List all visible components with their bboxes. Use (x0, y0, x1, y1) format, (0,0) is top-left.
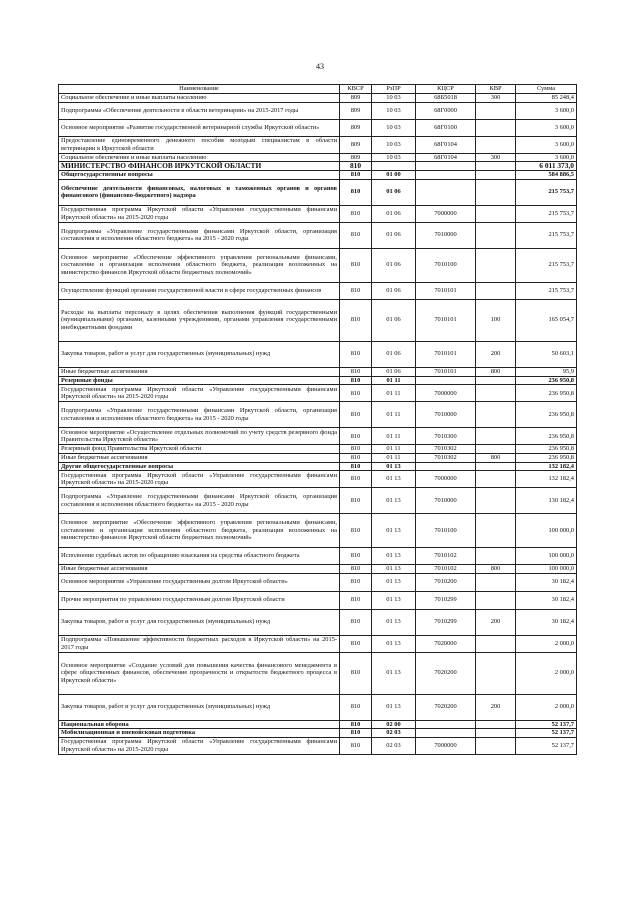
cell-sum: 3 600,0 (516, 102, 577, 119)
cell-kvsr: 810 (340, 565, 372, 574)
cell-rzpr: 01 06 (372, 205, 416, 222)
header-kvr: КВР (476, 85, 516, 94)
cell-sum: 30 182,4 (516, 573, 577, 591)
table-row (59, 737, 577, 754)
cell-kvr (476, 445, 516, 454)
table-row (59, 652, 577, 694)
cell-kvr (476, 573, 516, 591)
cell-name: Государственная программа Иркутской области «Управление государственными финансами Иркутской области» на 2015-2020 годы (59, 205, 340, 222)
cell-kvsr: 810 (340, 341, 372, 367)
table-row (59, 548, 577, 565)
table-body (59, 94, 577, 755)
cell-rzpr: 01 13 (372, 514, 416, 548)
cell-name: Государственная программа Иркутской области «Управление государственными финансами Иркутской области» на 2015-2020 годы (59, 385, 340, 402)
cell-kvsr: 810 (340, 488, 372, 514)
cell-name: Прочие мероприятия по управлению государственным долгом Иркутской области (59, 591, 340, 609)
cell-name: Исполнение судебных актов по обращению взыскания на средства областного бюджета (59, 548, 340, 565)
cell-rzpr: 10 03 (372, 136, 416, 153)
table-row (59, 694, 577, 720)
cell-name: Подпрограмма «Управление государственными финансами Иркутской области, организация составления и исполнения областного бюджета» на 2015 - 2020 годы (59, 222, 340, 248)
cell-kcsr: 7000000 (416, 385, 476, 402)
cell-name: Социальное обеспечение и иные выплаты населению (59, 153, 340, 162)
cell-kvsr: 810 (340, 573, 372, 591)
cell-name: Общегосударственные вопросы (59, 171, 340, 180)
cell-sum: 215 753,7 (516, 179, 577, 205)
cell-kvsr: 810 (340, 205, 372, 222)
table-row (59, 471, 577, 488)
cell-kcsr: 7010299 (416, 591, 476, 609)
table-row (59, 299, 577, 341)
cell-name: Государственная программа Иркутской области «Управление государственными финансами Иркутской области» на 2015-2020 годы (59, 471, 340, 488)
cell-rzpr: 01 13 (372, 462, 416, 471)
cell-sum: 215 753,7 (516, 222, 577, 248)
cell-kvsr: 810 (340, 222, 372, 248)
table-row (59, 102, 577, 119)
cell-name: Основное мероприятие «Осуществление отдельных полномочий по учету средств резервного фонда Правительства Иркутской области» (59, 428, 340, 445)
cell-kvr (476, 729, 516, 738)
cell-kcsr: 7010000 (416, 402, 476, 428)
cell-kcsr: 68Г0104 (416, 153, 476, 162)
cell-kvr (476, 222, 516, 248)
cell-kvsr: 810 (340, 402, 372, 428)
cell-kvr (476, 171, 516, 180)
cell-name: Резервный фонд Правительства Иркутской области (59, 445, 340, 454)
table-row (59, 282, 577, 299)
cell-name: Подпрограмма «Управление государственными финансами Иркутской области, организация составления и исполнения областного бюджета» на 2015 - 2020 годы (59, 488, 340, 514)
cell-sum: 2 000,0 (516, 694, 577, 720)
cell-kvr: 200 (476, 694, 516, 720)
table-row (59, 205, 577, 222)
cell-sum: 85 248,4 (516, 94, 577, 103)
cell-kcsr (416, 171, 476, 180)
table-row (59, 367, 577, 376)
table-header-row (59, 85, 577, 94)
table-row (59, 119, 577, 136)
cell-kcsr: 7020000 (416, 635, 476, 652)
cell-kcsr: 7000000 (416, 737, 476, 754)
cell-rzpr: 01 13 (372, 488, 416, 514)
table-row (59, 445, 577, 454)
cell-name: Закупка товаров, работ и услуг для государственных (муниципальных) нужд (59, 341, 340, 367)
cell-rzpr: 01 13 (372, 609, 416, 635)
cell-kvsr: 810 (340, 635, 372, 652)
table-row (59, 376, 577, 385)
table-row (59, 341, 577, 367)
cell-kvr (476, 205, 516, 222)
cell-kvr (476, 652, 516, 694)
cell-rzpr: 01 13 (372, 565, 416, 574)
cell-sum: 236 950,8 (516, 445, 577, 454)
cell-kvr: 800 (476, 565, 516, 574)
header-name: Наименование (59, 85, 340, 94)
table-row (59, 609, 577, 635)
cell-rzpr: 01 11 (372, 453, 416, 462)
cell-kcsr: 68Г0100 (416, 119, 476, 136)
cell-kvr (476, 402, 516, 428)
cell-kvsr: 810 (340, 376, 372, 385)
cell-kvsr: 810 (340, 162, 372, 171)
cell-kvsr: 810 (340, 179, 372, 205)
cell-kvsr: 810 (340, 652, 372, 694)
cell-kvr (476, 282, 516, 299)
cell-sum: 100 000,0 (516, 565, 577, 574)
cell-name: Социальное обеспечение и иные выплаты населению (59, 94, 340, 103)
cell-kvsr: 810 (340, 299, 372, 341)
cell-kcsr (416, 376, 476, 385)
table-row (59, 565, 577, 574)
cell-kvr (476, 248, 516, 282)
cell-kvsr: 810 (340, 453, 372, 462)
cell-kvsr: 809 (340, 153, 372, 162)
cell-sum: 3 600,0 (516, 153, 577, 162)
cell-kcsr: 7010000 (416, 488, 476, 514)
cell-name: Закупка товаров, работ и услуг для государственных (муниципальных) нужд (59, 694, 340, 720)
table-row (59, 153, 577, 162)
cell-sum: 215 753,7 (516, 205, 577, 222)
header-sum: Сумма (516, 85, 577, 94)
cell-kcsr: 7000000 (416, 471, 476, 488)
cell-name: Национальная оборона (59, 720, 340, 729)
cell-kvr (476, 548, 516, 565)
cell-rzpr: 01 06 (372, 367, 416, 376)
cell-kvr (476, 136, 516, 153)
cell-rzpr: 01 11 (372, 376, 416, 385)
cell-kcsr: 7010300 (416, 428, 476, 445)
cell-kvr: 300 (476, 153, 516, 162)
cell-name: Иные бюджетные ассигнования (59, 367, 340, 376)
cell-rzpr: 01 13 (372, 471, 416, 488)
cell-sum: 165 054,7 (516, 299, 577, 341)
cell-sum: 236 950,8 (516, 453, 577, 462)
cell-sum: 50 603,1 (516, 341, 577, 367)
cell-name: Расходы на выплаты персоналу в целях обеспечения выполнения функций государственными (муниципальными) органами, казенными учреждениями, органами управления государственными внебюджетными фондами (59, 299, 340, 341)
cell-sum: 132 182,4 (516, 471, 577, 488)
cell-name: МИНИСТЕРСТВО ФИНАНСОВ ИРКУТСКОЙ ОБЛАСТИ (59, 162, 340, 171)
cell-kvsr: 810 (340, 737, 372, 754)
cell-kvr: 800 (476, 367, 516, 376)
cell-sum: 2 000,0 (516, 635, 577, 652)
cell-kvsr: 810 (340, 282, 372, 299)
cell-kcsr: 68Г0104 (416, 136, 476, 153)
cell-kvsr: 810 (340, 471, 372, 488)
cell-rzpr: 01 00 (372, 171, 416, 180)
table-row (59, 179, 577, 205)
cell-kcsr: 7010000 (416, 222, 476, 248)
cell-kvsr: 810 (340, 462, 372, 471)
cell-name: Основное мероприятие «Управление государственным долгом Иркутской области» (59, 573, 340, 591)
cell-kcsr: 68Б5018 (416, 94, 476, 103)
cell-rzpr: 01 13 (372, 548, 416, 565)
cell-kvr (476, 737, 516, 754)
cell-kvr: 800 (476, 453, 516, 462)
cell-kvsr: 810 (340, 548, 372, 565)
cell-kcsr: 7010101 (416, 299, 476, 341)
cell-kvr: 300 (476, 94, 516, 103)
cell-sum: 236 950,8 (516, 428, 577, 445)
cell-kcsr: 7010100 (416, 514, 476, 548)
cell-rzpr (372, 162, 416, 171)
header-kcsr: КЦСР (416, 85, 476, 94)
table-row (59, 222, 577, 248)
cell-name: Обеспечение деятельности финансовых, налоговых и таможенных органов и органов финансового (финансово-бюджетного) надзора (59, 179, 340, 205)
cell-sum: 30 182,4 (516, 591, 577, 609)
table-row (59, 720, 577, 729)
cell-rzpr: 01 06 (372, 248, 416, 282)
cell-name: Резервные фонды (59, 376, 340, 385)
cell-kvr (476, 428, 516, 445)
cell-kcsr: 7000000 (416, 205, 476, 222)
cell-kcsr: 7010101 (416, 367, 476, 376)
cell-name: Осуществление функций органами государственной власти в сфере государственных финансов (59, 282, 340, 299)
cell-kcsr: 7010102 (416, 548, 476, 565)
cell-kvsr: 809 (340, 136, 372, 153)
cell-rzpr: 02 00 (372, 720, 416, 729)
header-rzpr: РзПР (372, 85, 416, 94)
cell-kvsr: 810 (340, 514, 372, 548)
cell-sum: 95,9 (516, 367, 577, 376)
cell-kvsr: 809 (340, 102, 372, 119)
cell-kvsr: 810 (340, 171, 372, 180)
cell-sum: 100 000,0 (516, 548, 577, 565)
cell-sum: 3 600,0 (516, 136, 577, 153)
cell-name: Иные бюджетные ассигнования (59, 565, 340, 574)
table-row (59, 94, 577, 103)
table-row (59, 488, 577, 514)
cell-kvr (476, 462, 516, 471)
cell-kcsr: 7010101 (416, 341, 476, 367)
cell-rzpr: 01 06 (372, 179, 416, 205)
cell-kvsr: 810 (340, 428, 372, 445)
cell-name: Основное мероприятие «Развитие государственной ветеринарной службы Иркутской области» (59, 119, 340, 136)
table-row (59, 462, 577, 471)
budget-table (58, 84, 577, 755)
cell-kvsr: 810 (340, 609, 372, 635)
cell-rzpr: 01 13 (372, 635, 416, 652)
cell-rzpr: 10 03 (372, 119, 416, 136)
table-row (59, 591, 577, 609)
table-row (59, 729, 577, 738)
cell-kvr (476, 119, 516, 136)
page-number: 43 (316, 62, 324, 71)
cell-rzpr: 10 03 (372, 94, 416, 103)
cell-sum: 52 137,7 (516, 729, 577, 738)
cell-kvsr: 810 (340, 445, 372, 454)
cell-rzpr: 10 03 (372, 102, 416, 119)
cell-kcsr (416, 162, 476, 171)
cell-kvsr: 810 (340, 694, 372, 720)
cell-kvsr: 810 (340, 248, 372, 282)
cell-kvsr: 810 (340, 367, 372, 376)
cell-kcsr: 7010102 (416, 565, 476, 574)
cell-sum: 130 182,4 (516, 488, 577, 514)
table-row (59, 453, 577, 462)
cell-name: Основное мероприятие «Обеспечение эффективного управления региональными финансами, составление и организация исполнения областного бюджета, реализация возложенных на министерство финансов Иркутской области бюджетных полномочий» (59, 514, 340, 548)
cell-name: Подпрограмма «Повышение эффективности бюджетных расходов в Иркутской области» на 2015-2017 годы (59, 635, 340, 652)
cell-rzpr: 01 11 (372, 385, 416, 402)
cell-sum: 584 886,5 (516, 171, 577, 180)
table-row (59, 514, 577, 548)
cell-sum: 236 950,8 (516, 402, 577, 428)
cell-sum: 3 600,0 (516, 119, 577, 136)
cell-kvsr: 810 (340, 385, 372, 402)
cell-rzpr: 01 06 (372, 222, 416, 248)
table-row (59, 248, 577, 282)
cell-kvr (476, 488, 516, 514)
cell-rzpr: 10 03 (372, 153, 416, 162)
cell-kvr (476, 591, 516, 609)
cell-name: Мобилизационная и вневойсковая подготовка (59, 729, 340, 738)
cell-sum: 52 137,7 (516, 737, 577, 754)
cell-kcsr: 7020200 (416, 694, 476, 720)
cell-rzpr: 02 03 (372, 729, 416, 738)
cell-kcsr (416, 462, 476, 471)
cell-sum: 100 000,0 (516, 514, 577, 548)
cell-kvr (476, 514, 516, 548)
cell-rzpr: 01 06 (372, 299, 416, 341)
cell-kvsr: 810 (340, 591, 372, 609)
cell-kcsr: 7010302 (416, 453, 476, 462)
cell-rzpr: 01 11 (372, 445, 416, 454)
cell-kvr (476, 102, 516, 119)
cell-rzpr: 01 13 (372, 591, 416, 609)
cell-sum: 215 753,7 (516, 282, 577, 299)
table-row (59, 162, 577, 171)
cell-kvr (476, 162, 516, 171)
cell-rzpr: 02 03 (372, 737, 416, 754)
table-row (59, 136, 577, 153)
cell-kvr: 100 (476, 299, 516, 341)
cell-name: Другие общегосударственные вопросы (59, 462, 340, 471)
cell-name: Предоставление единовременного денежного пособия молодым специалистам в области ветеринарии в Иркутской области (59, 136, 340, 153)
cell-name: Закупка товаров, работ и услуг для государственных (муниципальных) нужд (59, 609, 340, 635)
cell-kvr (476, 471, 516, 488)
cell-name: Основное мероприятие «Обеспечение эффективного управления региональными финансами, составление и организация исполнения областного бюджета, реализация возложенных на министерство финансов Иркутской области бюджетных полномочий» (59, 248, 340, 282)
cell-kvr: 200 (476, 609, 516, 635)
cell-kcsr: 7020200 (416, 652, 476, 694)
header-kvsr: КВСР (340, 85, 372, 94)
cell-sum: 6 011 373,0 (516, 162, 577, 171)
table-row (59, 171, 577, 180)
cell-rzpr: 01 13 (372, 573, 416, 591)
cell-kcsr: 7010200 (416, 573, 476, 591)
cell-kvr (476, 385, 516, 402)
cell-rzpr: 01 13 (372, 694, 416, 720)
cell-sum: 236 950,8 (516, 385, 577, 402)
cell-kvr: 200 (476, 341, 516, 367)
cell-name: Государственная программа Иркутской области «Управление государственными финансами Иркутской области» на 2015-2020 годы (59, 737, 340, 754)
cell-kcsr (416, 179, 476, 205)
cell-kcsr: 7010302 (416, 445, 476, 454)
cell-name: Подпрограмма «Управление государственными финансами Иркутской области, организация составления и исполнения областного бюджета» на 2015 - 2020 годы (59, 402, 340, 428)
cell-kcsr: 7010299 (416, 609, 476, 635)
cell-rzpr: 01 11 (372, 428, 416, 445)
cell-kcsr (416, 729, 476, 738)
table-row (59, 402, 577, 428)
cell-rzpr: 01 11 (372, 402, 416, 428)
cell-name: Иные бюджетные ассигнования (59, 453, 340, 462)
cell-sum: 2 000,0 (516, 652, 577, 694)
cell-kcsr: 7010101 (416, 282, 476, 299)
cell-kvsr: 809 (340, 94, 372, 103)
cell-name: Основное мероприятие «Создание условий для повышения качества финансового менеджмента в сфере общественных финансов, обеспечение прозрачности и открытости бюджетного процесса в Иркутской области» (59, 652, 340, 694)
cell-sum: 132 182,4 (516, 462, 577, 471)
cell-sum: 52 137,7 (516, 720, 577, 729)
cell-rzpr: 01 06 (372, 341, 416, 367)
cell-sum: 215 753,7 (516, 248, 577, 282)
cell-kcsr: 68Г0000 (416, 102, 476, 119)
cell-kvr (476, 635, 516, 652)
cell-rzpr: 01 06 (372, 282, 416, 299)
cell-name: Подпрограмма «Обеспечение деятельности в области ветеринарии» на 2015-2017 годы (59, 102, 340, 119)
cell-kvr (476, 720, 516, 729)
cell-kvsr: 810 (340, 729, 372, 738)
cell-kvr (476, 179, 516, 205)
cell-rzpr: 01 13 (372, 652, 416, 694)
table-row (59, 635, 577, 652)
cell-kvr (476, 376, 516, 385)
cell-sum: 30 182,4 (516, 609, 577, 635)
cell-kvsr: 810 (340, 720, 372, 729)
table-row (59, 428, 577, 445)
table-row (59, 573, 577, 591)
cell-kvsr: 809 (340, 119, 372, 136)
cell-kcsr (416, 720, 476, 729)
table-row (59, 385, 577, 402)
cell-sum: 236 950,8 (516, 376, 577, 385)
cell-kcsr: 7010100 (416, 248, 476, 282)
